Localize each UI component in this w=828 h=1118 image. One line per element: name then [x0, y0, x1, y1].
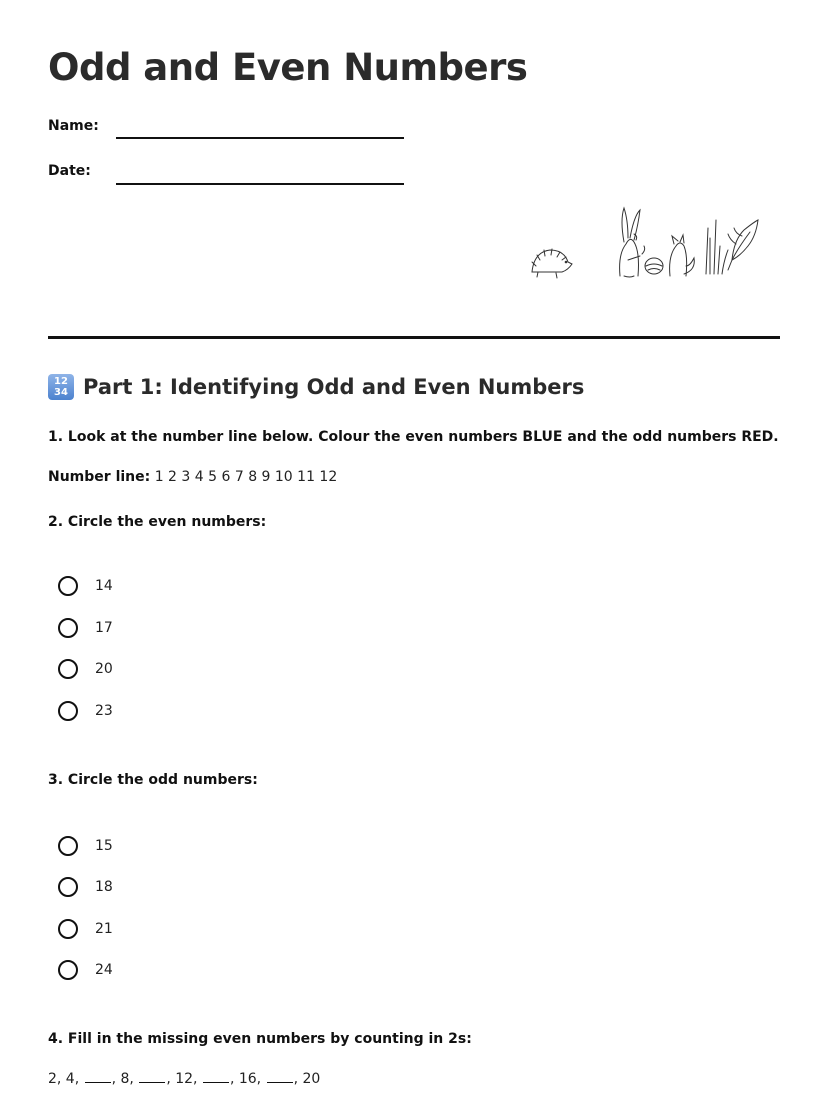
date-field[interactable] [116, 183, 404, 185]
radio-circle-icon[interactable] [58, 576, 78, 596]
option-15[interactable]: 15 [58, 836, 113, 856]
blank-field[interactable] [85, 1072, 111, 1083]
number-line [48, 469, 337, 485]
option-17[interactable]: 17 [58, 618, 113, 638]
fill-sequence: 2, 4, , 8, , 12, , 16, , 20 [48, 1071, 321, 1087]
section-heading [48, 374, 584, 400]
section-title: Part 1: Identifying Odd and Even Numbers [83, 375, 585, 399]
question-3: 3. Circle the odd numbers: [48, 772, 258, 788]
blank-field[interactable] [267, 1072, 293, 1083]
section-divider [48, 336, 780, 339]
date-label: Date: [48, 163, 91, 179]
numbers-icon: 12 34 [48, 374, 74, 400]
option-24[interactable]: 24 [58, 960, 113, 980]
radio-circle-icon[interactable] [58, 836, 78, 856]
option-20[interactable]: 20 [58, 659, 113, 679]
name-label: Name: [48, 118, 99, 134]
blank-field[interactable] [203, 1072, 229, 1083]
question-2: 2. Circle the even numbers: [48, 514, 267, 530]
radio-circle-icon[interactable] [58, 701, 78, 721]
option-21[interactable]: 21 [58, 919, 113, 939]
radio-circle-icon[interactable] [58, 877, 78, 897]
radio-circle-icon[interactable] [58, 659, 78, 679]
radio-circle-icon[interactable] [58, 919, 78, 939]
question-4: 4. Fill in the missing even numbers by counting in 2s: [48, 1031, 472, 1047]
blank-field[interactable] [139, 1072, 165, 1083]
page-title: Odd and Even Numbers [48, 46, 528, 89]
radio-circle-icon[interactable] [58, 618, 78, 638]
radio-circle-icon[interactable] [58, 960, 78, 980]
number-line-values: 1 2 3 4 5 6 7 8 9 10 11 12 [154, 469, 338, 485]
woodland-animals-sketch-icon [524, 200, 764, 290]
option-18[interactable]: 18 [58, 877, 113, 897]
name-field[interactable] [116, 137, 404, 139]
question-1: 1. Look at the number line below. Colour the even numbers BLUE and the odd numbers RED. [48, 429, 779, 445]
option-14[interactable]: 14 [58, 576, 113, 596]
number-line-label: Number line: [48, 469, 151, 485]
option-23[interactable]: 23 [58, 701, 113, 721]
